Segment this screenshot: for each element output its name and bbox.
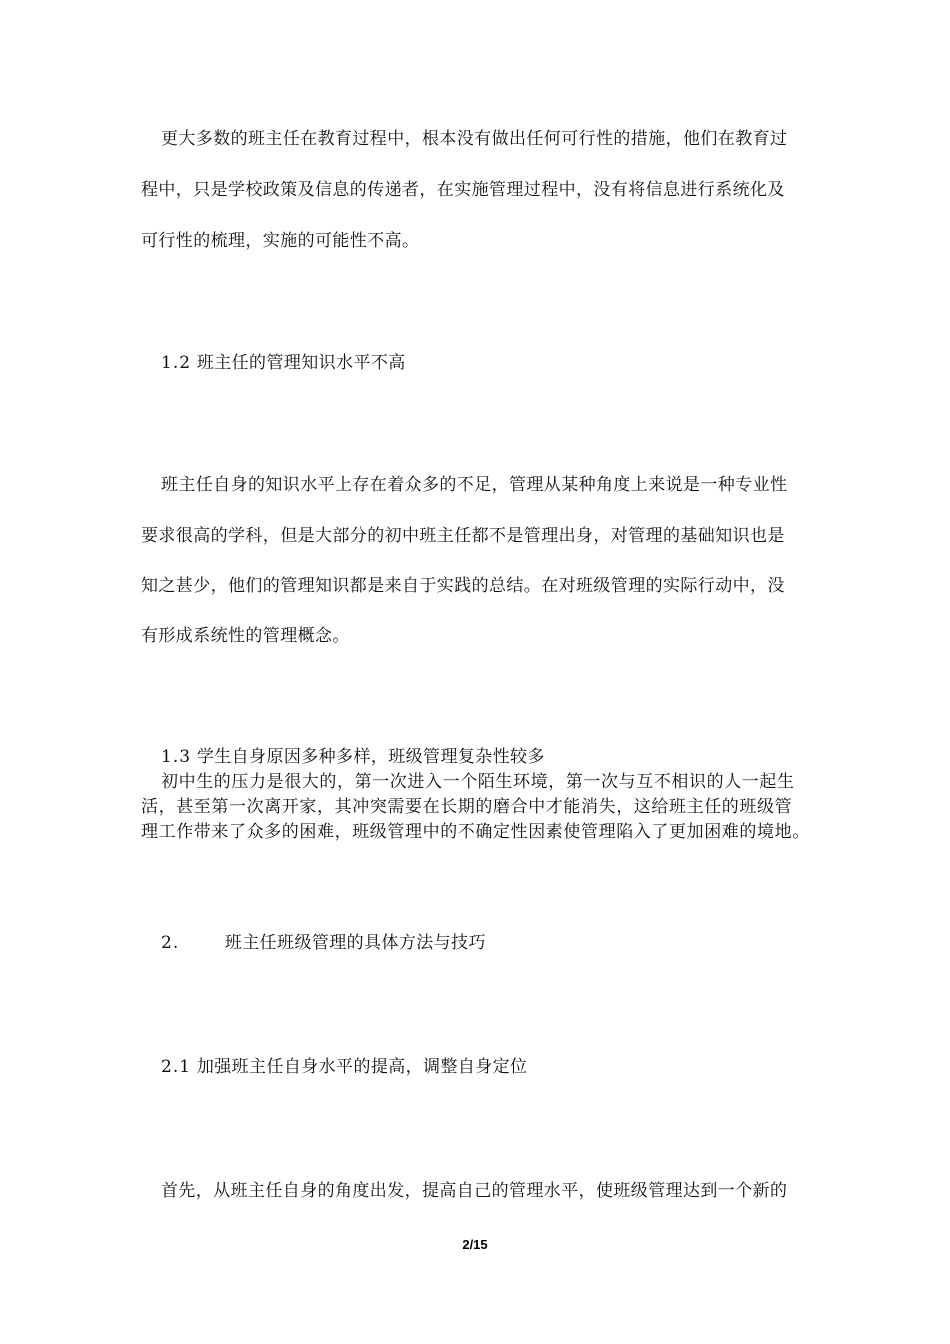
section-title: 班主任班级管理的具体方法与技巧 bbox=[224, 933, 486, 953]
section-number: 1.3 bbox=[161, 747, 192, 767]
section-number: 1.2 bbox=[161, 353, 192, 373]
paragraph-line: 可行性的梳理，实施的可能性不高。 bbox=[141, 231, 420, 251]
paragraph-line: 知之甚少，他们的管理知识都是来自于实践的总结。在对班级管理的实际行动中，没 bbox=[141, 576, 785, 596]
section-title: 班主任的管理知识水平不高 bbox=[196, 353, 406, 373]
section-heading-2 bbox=[161, 933, 486, 953]
paragraph-line: 首先，从班主任自身的角度出发，提高自己的管理水平，使班级管理达到一个新的 bbox=[161, 1181, 788, 1201]
paragraph-line: 班主任自身的知识水平上存在着众多的不足，管理从某种角度上来说是一种专业性 bbox=[161, 475, 788, 495]
section-number: 2.1 bbox=[161, 1057, 192, 1077]
paragraph-line: 更大多数的班主任在教育过程中，根本没有做出任何可行性的措施，他们在教育过 bbox=[161, 129, 788, 149]
section-heading-1-2 bbox=[161, 353, 406, 373]
paragraph-line: 有形成系统性的管理概念。 bbox=[141, 626, 350, 646]
paragraph-line: 活，甚至第一次离开家，其冲突需要在长期的磨合中才能消失，这给班主任的班级管 bbox=[141, 797, 793, 817]
page-number: 2/15 bbox=[462, 1237, 488, 1252]
paragraph-line: 程中，只是学校政策及信息的传递者，在实施管理过程中，没有将信息进行系统化及 bbox=[141, 180, 785, 200]
section-title: 加强班主任自身水平的提高，调整自身定位 bbox=[196, 1057, 528, 1077]
section-heading-1-3 bbox=[161, 747, 545, 767]
paragraph-line: 理工作带来了众多的困难，班级管理中的不确定性因素使管理陷入了更加困难的境地。 bbox=[141, 822, 810, 842]
paragraph-line: 要求很高的学科，但是大部分的初中班主任都不是管理出身，对管理的基础知识也是 bbox=[141, 526, 785, 546]
paragraph-line: 初中生的压力是很大的，第一次进入一个陌生环境，第一次与互不相识的人一起生 bbox=[161, 772, 795, 792]
section-title: 学生自身原因多种多样，班级管理复杂性较多 bbox=[196, 747, 545, 767]
section-number: 2. bbox=[161, 933, 180, 953]
section-heading-2-1 bbox=[161, 1057, 527, 1077]
